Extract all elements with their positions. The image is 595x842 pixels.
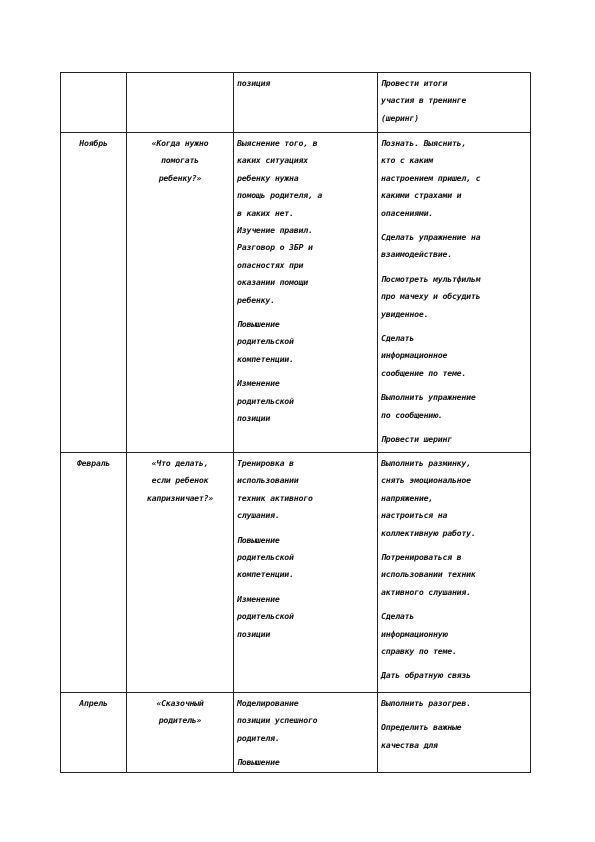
cell-paragraph: Выполнить упражнение по сообщению. (381, 392, 476, 420)
cell-paragraph: Сделать информационное сообщение по теме. (381, 333, 467, 378)
theme-cell-text: «Сказочный родитель» (156, 698, 204, 726)
table-row (61, 453, 531, 693)
month-cell-text: Февраль (76, 458, 111, 468)
cell-paragraph: Выполнить разогрев. (381, 698, 471, 708)
cell-paragraph: Сделать информационную справку по теме. (381, 611, 457, 657)
theme-cell (127, 73, 234, 133)
cell-paragraph: Потренироваться в использовании техник активного слушания. (381, 552, 476, 597)
theme-cell (127, 453, 234, 693)
methods-cell (378, 693, 531, 773)
cell-paragraph: Сделать упражнение на взаимодействие. (381, 232, 481, 260)
theme-cell (127, 693, 234, 773)
month-cell (61, 453, 127, 693)
month-cell-text: Ноябрь (79, 138, 108, 148)
tasks-cell (234, 133, 378, 453)
table-row (61, 133, 531, 453)
methods-cell (378, 73, 531, 133)
cell-paragraph: Изменение родительской позиции (237, 593, 294, 639)
cell-paragraph: Изменение родительской позиции (237, 378, 294, 424)
theme-cell (127, 133, 234, 453)
cell-paragraph: Посмотреть мультфильм про мачеху и обсудить увиденное. (381, 273, 481, 319)
theme-cell-text: «Что делать, если ребенок капризничает?» (146, 458, 214, 503)
cell-paragraph: позиция (237, 78, 271, 88)
document-page (60, 72, 530, 773)
tasks-cell (234, 73, 378, 133)
program-table (60, 72, 531, 773)
table-row (61, 73, 531, 133)
cell-paragraph: Повышение родительской компетенции. (237, 534, 294, 580)
month-cell (61, 133, 127, 453)
cell-paragraph: Моделирование позиции успешного родителя. (237, 698, 318, 743)
cell-paragraph: Дать обратную связь (381, 670, 471, 681)
cell-paragraph: Провести итоги участия в тренинге (шеринг) (381, 78, 467, 123)
cell-paragraph: Повышение родительской компетенции. (237, 319, 294, 364)
cell-paragraph: Тренировка в использовании техник активного слушания. (237, 458, 313, 521)
tasks-cell (234, 453, 378, 693)
methods-cell (378, 453, 531, 693)
cell-paragraph: Определить важные качества для (381, 722, 462, 750)
tasks-cell (234, 693, 378, 773)
methods-cell (378, 133, 531, 453)
cell-paragraph: Выяснение того, в каких ситуациях ребенку нужна помощь родителя, а в каких нет. Изучение правил. Разговор о ЗБР и опасностях при оказании помощи ребенку. (237, 138, 323, 305)
cell-paragraph: Провести шеринг (381, 434, 452, 445)
month-cell (61, 73, 127, 133)
cell-paragraph: Выполнить разминку, снять эмоциональное напряжение, настроиться на коллективную работу. (381, 458, 476, 538)
table-row (61, 693, 531, 773)
cell-paragraph: Познать. Выяснить, кто с каким настроением пришел, с какими страхами и опасениями. (381, 138, 481, 218)
month-cell-text: Апрель (79, 698, 108, 708)
month-cell (61, 693, 127, 773)
cell-paragraph: Повышение (237, 757, 280, 768)
theme-cell-text: «Когда нужно помогать ребенку?» (151, 138, 209, 183)
